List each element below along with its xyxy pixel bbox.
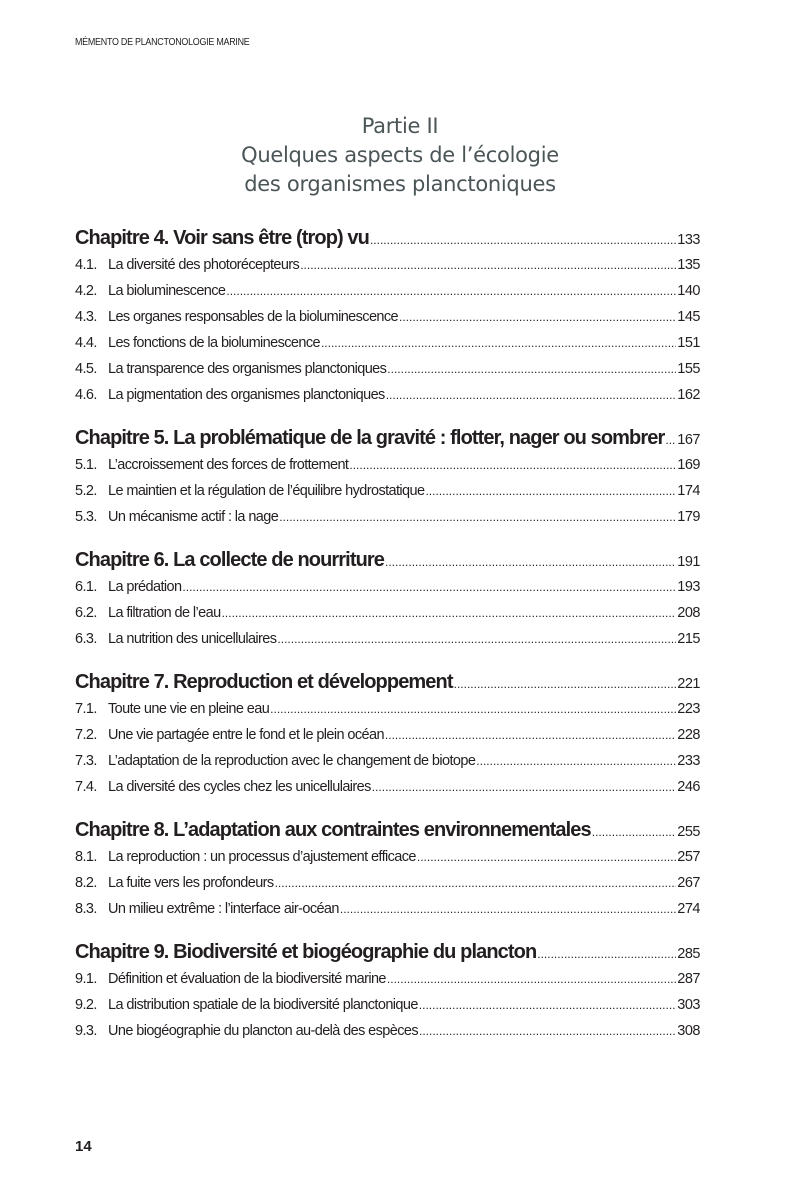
section-page: 308 — [677, 1023, 700, 1039]
toc-section-entry[interactable] — [75, 600, 700, 626]
section-page: 233 — [677, 753, 700, 769]
toc-section-entry[interactable] — [75, 1018, 700, 1044]
dot-leader — [226, 278, 676, 304]
toc-chapter-entry[interactable] — [75, 546, 700, 574]
section-number: 4.2. — [75, 283, 97, 299]
section-page: 145 — [677, 309, 700, 325]
section-number: 4.4. — [75, 335, 97, 351]
section-number: 7.4. — [75, 779, 97, 795]
section-title: Définition et évaluation de la biodiversité marine — [108, 971, 386, 987]
toc-section-entry[interactable] — [75, 844, 700, 870]
chapter-title: Chapitre 4. Voir sans être (trop) vu — [75, 227, 369, 249]
section-page: 287 — [677, 971, 700, 987]
section-number: 4.1. — [75, 257, 97, 273]
dot-leader — [370, 226, 676, 252]
section-page: 223 — [677, 701, 700, 717]
dot-leader — [385, 548, 676, 574]
section-title: La nutrition des unicellulaires — [108, 631, 277, 647]
section-title: La distribution spatiale de la biodiversité planctonique — [108, 997, 418, 1013]
section-title: Les organes responsables de la bioluminescence — [108, 309, 398, 325]
dot-leader — [419, 1018, 676, 1044]
dot-leader — [386, 382, 677, 408]
section-title: Un mécanisme actif : la nage — [108, 509, 279, 525]
section-number: 6.2. — [75, 605, 97, 621]
dot-leader — [349, 452, 676, 478]
section-page: 140 — [677, 283, 700, 299]
section-number: 9.1. — [75, 971, 97, 987]
chapter-title: Chapitre 9. Biodiversité et biogéographie du plancton — [75, 941, 537, 963]
toc-section-entry[interactable] — [75, 774, 700, 800]
section-title: Toute une vie en pleine eau — [108, 701, 270, 717]
section-page: 155 — [677, 361, 700, 377]
dot-leader — [399, 304, 676, 330]
section-title: La reproduction : un processus d’ajustement efficace — [108, 849, 416, 865]
section-title: Un milieu extrême : l’interface air-océan — [108, 901, 339, 917]
section-number: 8.1. — [75, 849, 97, 865]
toc-chapter-entry[interactable] — [75, 424, 700, 452]
section-number: 7.3. — [75, 753, 97, 769]
toc-section-entry[interactable] — [75, 748, 700, 774]
toc-chapter-entry[interactable] — [75, 224, 700, 252]
dot-leader — [385, 722, 676, 748]
dot-leader — [592, 818, 677, 844]
dot-leader — [340, 896, 676, 922]
section-number: 4.5. — [75, 361, 97, 377]
chapter-page: 255 — [677, 824, 700, 840]
toc-section-entry[interactable] — [75, 626, 700, 652]
section-page: 169 — [677, 457, 700, 473]
section-page: 193 — [677, 579, 700, 595]
toc-chapter-entry[interactable] — [75, 668, 700, 696]
section-title: La pigmentation des organismes planctoniques — [108, 387, 385, 403]
section-page: 257 — [677, 849, 700, 865]
dot-leader — [665, 426, 676, 452]
page-number: 14 — [75, 1138, 92, 1155]
toc-section-entry[interactable] — [75, 574, 700, 600]
dot-leader — [387, 966, 676, 992]
chapter-page: 167 — [677, 432, 700, 448]
dot-leader — [277, 626, 676, 652]
chapter-page: 191 — [677, 554, 700, 570]
dot-leader — [454, 670, 677, 696]
part-subtitle-line1: Quelques aspects de l’écologie — [241, 143, 559, 167]
toc-section-entry[interactable] — [75, 966, 700, 992]
dot-leader — [275, 870, 677, 896]
dot-leader — [476, 748, 676, 774]
dot-leader — [425, 478, 676, 504]
section-page: 208 — [677, 605, 700, 621]
toc-section-entry[interactable] — [75, 992, 700, 1018]
chapter-title: Chapitre 5. La problématique de la gravité : flotter, nager ou sombrer — [75, 427, 665, 449]
toc-section-entry[interactable] — [75, 504, 700, 530]
dot-leader — [182, 574, 676, 600]
toc-section-entry[interactable] — [75, 870, 700, 896]
section-page: 267 — [677, 875, 700, 891]
section-number: 6.3. — [75, 631, 97, 647]
section-title: Une biogéographie du plancton au-delà des espèces — [108, 1023, 418, 1039]
dot-leader — [270, 696, 676, 722]
part-title — [0, 112, 800, 199]
toc-section-entry[interactable] — [75, 356, 700, 382]
section-title: Les fonctions de la bioluminescence — [108, 335, 320, 351]
section-page: 179 — [677, 509, 700, 525]
toc-section-entry[interactable] — [75, 452, 700, 478]
toc-section-entry[interactable] — [75, 304, 700, 330]
toc-section-entry[interactable] — [75, 330, 700, 356]
section-number: 8.2. — [75, 875, 97, 891]
dot-leader — [321, 330, 676, 356]
part-subtitle-line2: des organismes planctoniques — [244, 172, 556, 196]
section-number: 5.3. — [75, 509, 97, 525]
section-title: La prédation — [108, 579, 182, 595]
section-title: La transparence des organismes planctoniques — [108, 361, 387, 377]
section-title: La diversité des cycles chez les unicellulaires — [108, 779, 371, 795]
section-page: 162 — [677, 387, 700, 403]
part-number: Partie II — [361, 114, 439, 138]
toc-section-entry[interactable] — [75, 252, 700, 278]
section-number: 9.2. — [75, 997, 97, 1013]
toc-section-entry[interactable] — [75, 896, 700, 922]
toc-section-entry[interactable] — [75, 722, 700, 748]
toc-section-entry[interactable] — [75, 478, 700, 504]
dot-leader — [537, 940, 676, 966]
chapter-title: Chapitre 6. La collecte de nourriture — [75, 549, 385, 571]
section-number: 7.1. — [75, 701, 97, 717]
toc-section-entry[interactable] — [75, 382, 700, 408]
section-number: 5.1. — [75, 457, 97, 473]
table-of-contents — [75, 224, 700, 1044]
dot-leader — [372, 774, 677, 800]
dot-leader — [387, 356, 676, 382]
section-title: La bioluminescence — [108, 283, 226, 299]
dot-leader — [279, 504, 676, 530]
section-number: 9.3. — [75, 1023, 97, 1039]
dot-leader — [300, 252, 676, 278]
toc-chapter-entry[interactable] — [75, 938, 700, 966]
chapter-page: 133 — [677, 232, 700, 248]
section-title: La fuite vers les profondeurs — [108, 875, 274, 891]
chapter-page: 221 — [677, 676, 700, 692]
section-number: 8.3. — [75, 901, 97, 917]
section-title: L’accroissement des forces de frottement — [108, 457, 349, 473]
dot-leader — [222, 600, 677, 626]
section-number: 5.2. — [75, 483, 97, 499]
toc-chapter-entry[interactable] — [75, 816, 700, 844]
section-number: 7.2. — [75, 727, 97, 743]
chapter-title: Chapitre 8. L’adaptation aux contraintes environnementales — [75, 819, 591, 841]
section-page: 303 — [677, 997, 700, 1013]
section-title: La diversité des photorécepteurs — [108, 257, 300, 273]
section-page: 215 — [677, 631, 700, 647]
section-title: La filtration de l’eau — [108, 605, 221, 621]
section-number: 4.3. — [75, 309, 97, 325]
section-page: 228 — [677, 727, 700, 743]
toc-section-entry[interactable] — [75, 278, 700, 304]
dot-leader — [417, 844, 676, 870]
section-title: Le maintien et la régulation de l’équilibre hydrostatique — [108, 483, 425, 499]
section-page: 246 — [677, 779, 700, 795]
section-number: 6.1. — [75, 579, 97, 595]
section-page: 151 — [677, 335, 700, 351]
running-header: MÉMENTO DE PLANCTONOLOGIE MARINE — [75, 36, 250, 48]
section-title: L’adaptation de la reproduction avec le changement de biotope — [108, 753, 476, 769]
section-page: 135 — [677, 257, 700, 273]
section-page: 174 — [677, 483, 700, 499]
section-title: Une vie partagée entre le fond et le plein océan — [108, 727, 384, 743]
dot-leader — [419, 992, 677, 1018]
chapter-page: 285 — [677, 946, 700, 962]
toc-section-entry[interactable] — [75, 696, 700, 722]
section-number: 4.6. — [75, 387, 97, 403]
chapter-title: Chapitre 7. Reproduction et développement — [75, 671, 453, 693]
section-page: 274 — [677, 901, 700, 917]
